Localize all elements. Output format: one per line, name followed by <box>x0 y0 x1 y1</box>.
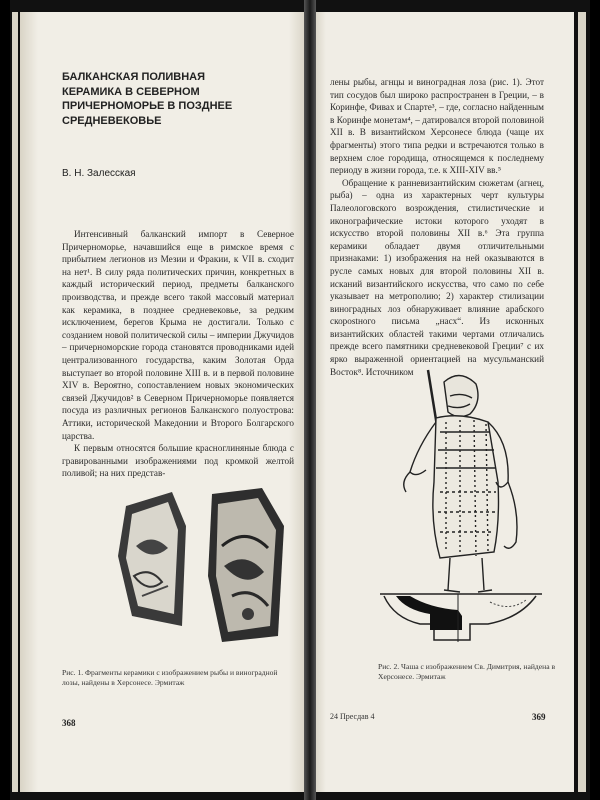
printer-signature: 24 Пресдав 4 <box>330 712 375 721</box>
left-page-edges <box>12 12 18 792</box>
figure-2-caption: Рис. 2. Чаша с изображением Св. Димитрия, найдена в Херсонесе. Эрмитаж <box>378 662 556 681</box>
article-title: БАЛКАНСКАЯ ПОЛИВНАЯ КЕРАМИКА В СЕВЕРНОМ ПРИЧЕРНОМОРЬЕ В ПОЗДНЕЕ СРЕДНЕВЕКОВЬЕ <box>62 71 233 127</box>
figure-1-caption: Рис. 1. Фрагменты керамики с изображением рыбы и виноградной лозы, найдены в Херсонесе. Эрмитаж <box>62 668 278 687</box>
paragraph: К первым относятся большие краснoглиняные блюда с гравированными изображениями под кромкой желтой поливой; на них представ- <box>62 443 294 479</box>
paragraph: Интенсивный балканский импорт в Северное Причерноморье, начавшийся еще в римское время с прибытием легионов из Мезии и Фракии, к VII в. сходит на нет¹. В силу ряда политических причин, конкретных в каждый исторический период, предметы балканского производства, и прежде всего такой массовый материал как керамика, в позднее средневековье, за редким исключением, берегов Крыма не достигали. Только с созданием новой политической силы – империи Джучидов – причерноморские города становятся проводниками идей централизованного государства, каким Золотая Орда выступает во второй половине XIII в. и в первой половине XIV в. Вероятно, сопоставлением новых экономических связей Джучидов² в Северном Причерноморье появляется посуда из различных регионов Балканского полуострова: Аттики, исторической Македонии и Второго Болгарского царства. <box>62 229 294 441</box>
saint-demetrius-icon <box>404 370 517 592</box>
figure-1-ceramic-fragments <box>112 486 292 646</box>
right-page-body <box>330 76 544 378</box>
fragment-vine-icon <box>208 488 284 642</box>
book-gutter <box>304 0 316 800</box>
paragraph: Обращение к ранневизантийским сюжетам (агнец, рыба) – одна из характерных черт культуры Палеологовского возрождения, стилистические и иконографические истоки которого уходят в искусство второй половины XII в.⁶ Эта группа керамики обладает двумя отличительными признаками: 1) изображения на ней оказываются в русле самых новых для второй половины XII в. исканий византийского искусства, что само по себе указывает на метрополию; 2) характер стилизации виноградных лоз обнаруживает влияние арабского скорostного письма „насх“. Из исконных византийских областей такими чертами отличались прежде всего памятники средневековой Греции⁷ с их ярко выраженной ориентацией на мусульманский Восток⁸. Источником <box>330 177 544 377</box>
fragment-fish-icon <box>118 492 186 626</box>
left-page-body <box>62 228 294 480</box>
figure-2-bowl-with-saint <box>370 362 550 654</box>
page-number-left: 368 <box>62 718 76 728</box>
page-number-right: 369 <box>532 712 546 722</box>
right-page-edges <box>578 12 586 792</box>
bowl-profile-icon <box>380 594 542 642</box>
paragraph: лены рыбы, агнцы и виноградная лоза (рис. 1). Этот тип сосудов был широко распространен в Греции, – в Коринфе, Фивах и Спарте³, – где, согласно найденным в Коринфе монетам⁴, – датировался второй половиной XII в. В византийском Херсонесе блюда (чаще их фрагменты) этого типа редки и встречаются только в верхнем слое городища, относящемся к последнему периоду в жизни города, т.е. к XIII-XIV вв.⁵ <box>330 77 544 176</box>
article-author: В. Н. Залесская <box>62 168 136 179</box>
